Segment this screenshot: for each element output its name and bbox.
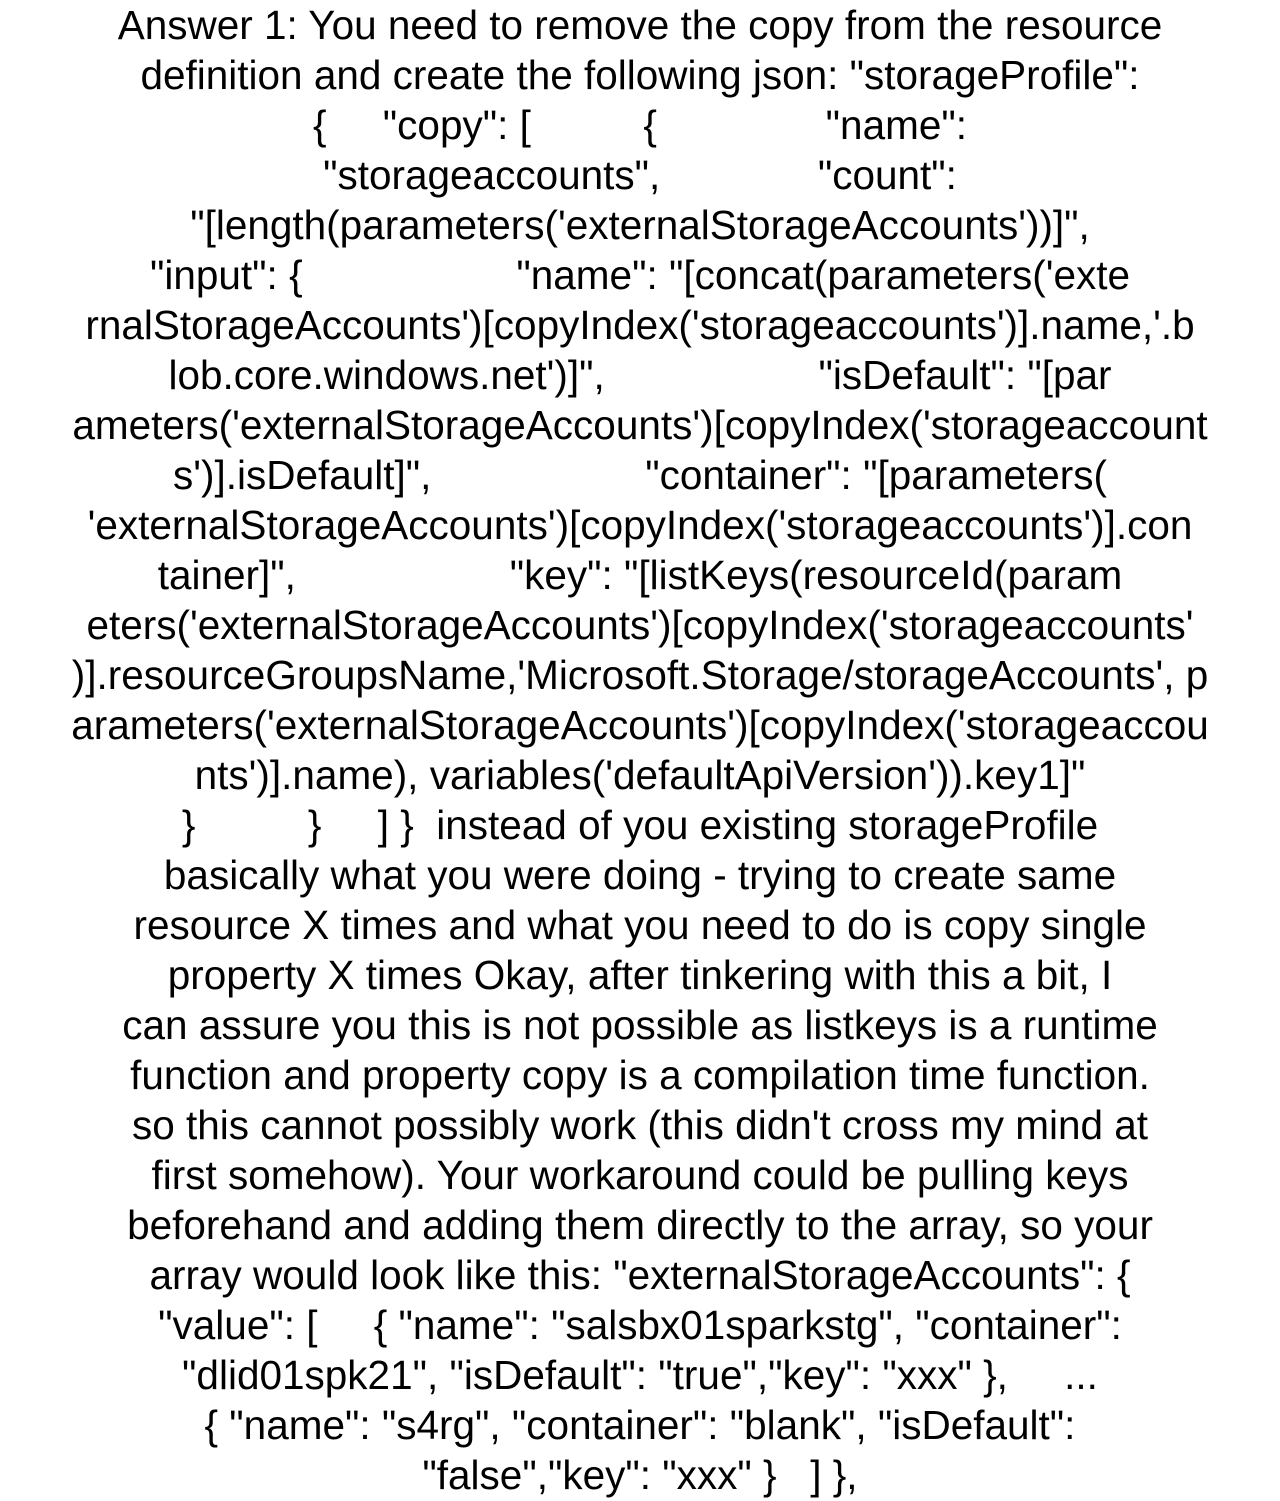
answer-line: property X times Okay, after tinkering with this a bit, I (167, 952, 1113, 998)
answer-line: { "name": "s4rg", "container": "blank", "isDefault": (204, 1402, 1076, 1448)
answer-line: eters('externalStorageAccounts')[copyIndex('storageaccounts' (86, 602, 1194, 648)
answer-line: resource X times and what you need to do is copy single (133, 902, 1147, 948)
answer-line: beforehand and adding them directly to the array, so your (127, 1202, 1153, 1248)
answer-line: "input": { "name": "[concat(parameters('exte (149, 252, 1130, 298)
answer-line: nts')].name), variables('defaultApiVersion')).key1]" (194, 752, 1086, 798)
answer-line: s')].isDefault]", "container": "[parameters( (172, 452, 1108, 498)
answer-line: 'externalStorageAccounts')[copyIndex('storageaccounts')].con (87, 502, 1193, 548)
answer-line: Answer 1: You need to remove the copy from the resource (117, 2, 1163, 48)
answer-line: first somehow). Your workaround could be pulling keys (151, 1152, 1129, 1198)
answer-line: "[length(parameters('externalStorageAccounts'))]", (190, 202, 1090, 248)
answer-line: "value": [ { "name": "salsbx01sparkstg", "container": (158, 1302, 1122, 1348)
answer-line: so this cannot possibly work (this didn't cross my mind at (131, 1102, 1149, 1148)
answer-line: "storageaccounts", "count": (323, 152, 957, 198)
answer-line: array would look like this: "externalStorageAccounts": { (149, 1252, 1131, 1298)
answer-line: "dlid01spk21", "isDefault": "true","key": "xxx" }, ... (182, 1352, 1098, 1398)
answer-line: arameters('externalStorageAccounts')[copyIndex('storageaccou (71, 702, 1209, 748)
answer-line: "false","key": "xxx" } ] }, (422, 1452, 858, 1498)
answer-line: basically what you were doing - trying to create same (163, 852, 1117, 898)
answer-line: lob.core.windows.net')]", "isDefault": "[par (168, 352, 1112, 398)
answer-line: can assure you this is not possible as listkeys is a runtime (122, 1002, 1158, 1048)
answer-line: { "copy": [ { "name": (313, 102, 967, 148)
answer-line: function and property copy is a compilation time function. (130, 1052, 1150, 1098)
answer-line: ameters('externalStorageAccounts')[copyIndex('storageaccount (72, 402, 1208, 448)
answer-line: tainer]", "key": "[listKeys(resourceId(param (157, 552, 1123, 598)
answer-line: rnalStorageAccounts')[copyIndex('storageaccounts')].name,'.b (85, 302, 1195, 348)
answer-line: )].resourceGroupsName,'Microsoft.Storage/storageAccounts', p (71, 652, 1209, 698)
answer-line: } } ] } instead of you existing storageProfile (181, 802, 1099, 848)
answer-line: definition and create the following json: "storageProfile": (140, 52, 1140, 98)
